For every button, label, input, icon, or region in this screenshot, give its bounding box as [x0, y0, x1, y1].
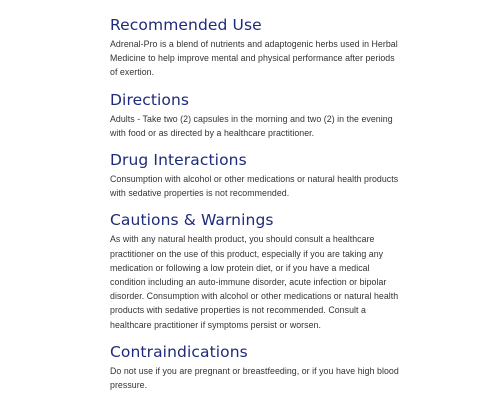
section-heading: Recommended Use — [110, 16, 262, 34]
section-directions — [110, 90, 400, 140]
section-drug-interactions — [110, 150, 400, 200]
section-body: Adrenal-Pro is a blend of nutrients and adaptogenic herbs used in Herbal Medicine to help improve mental and physical performance after periods of exertion. — [110, 39, 398, 78]
section-heading: Cautions & Warnings — [110, 211, 274, 230]
section-heading: Directions — [110, 90, 190, 109]
section-contraindications — [110, 342, 400, 392]
section-heading: Contraindications — [110, 342, 248, 361]
section-body: Do not use if you are pregnant or breastfeeding, or if you have high blood pressure. — [110, 365, 399, 391]
section-heading: Drug Interactions — [110, 151, 247, 170]
section-body: Adults - Take two (2) capsules in the morning and two (2) in the evening with food or as directed by a healthcare practitioner. — [110, 113, 393, 138]
section-cautions-warnings — [110, 210, 400, 331]
section-recommended-use — [110, 15, 400, 80]
section-body: Consumption with alcohol or other medications or natural health products with sedative properties is not recommended. — [110, 174, 399, 199]
section-body: As with any natural health product, you should consult a healthcare practitioner on the use of this product, especially if you are taking any medication or following a low protein diet, or if you have a medical condition including an auto-immune disorder, acute infection or bipolar disorder. Consumption with alcohol or other medications or natural health products with sedative properties is not recommended. Consult a healthcare practitioner if symptoms persist or worsen. — [110, 234, 399, 330]
